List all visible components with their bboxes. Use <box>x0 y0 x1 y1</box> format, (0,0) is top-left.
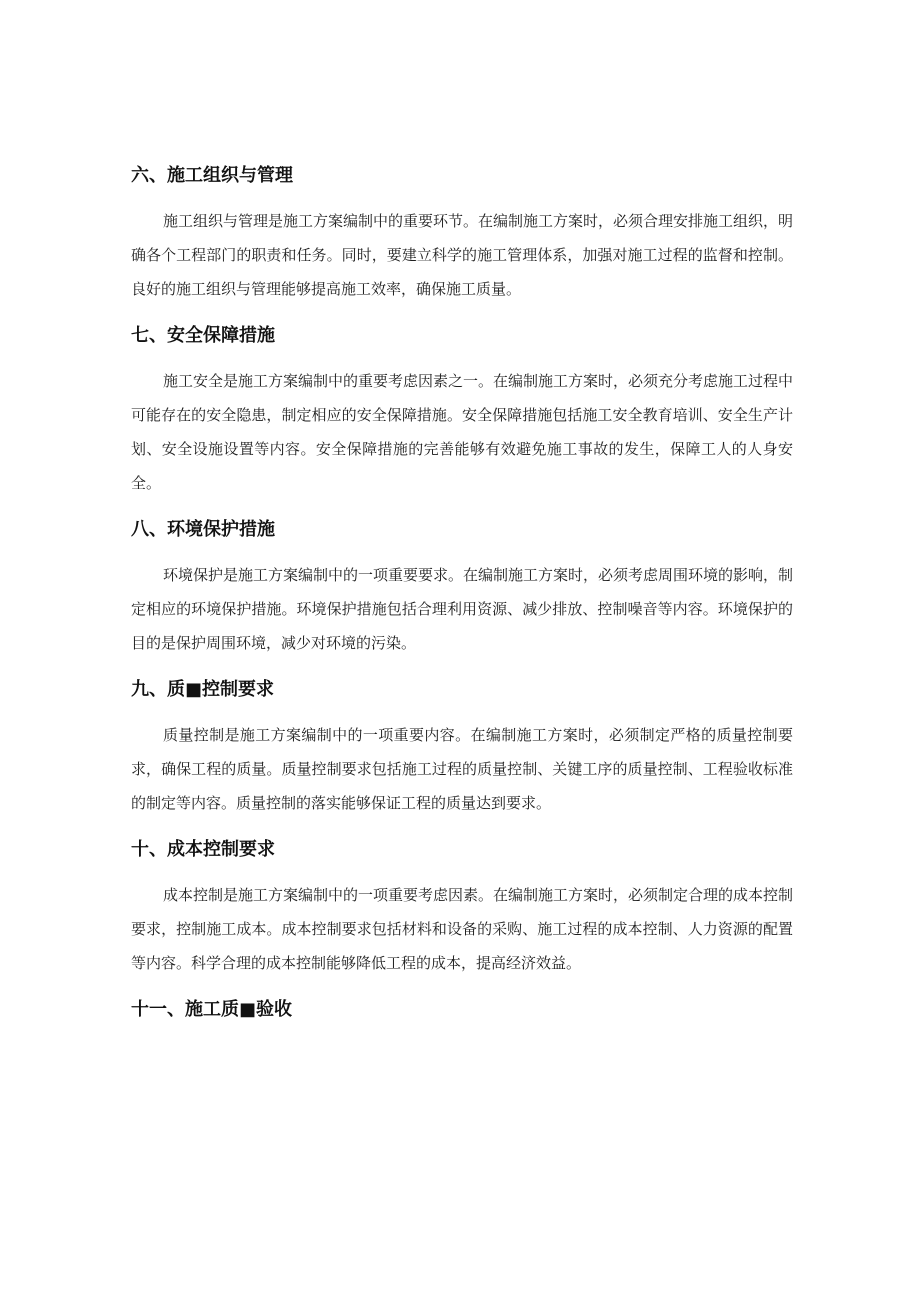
section-heading-10: 十、成本控制要求 <box>131 839 275 860</box>
section-paragraph-6: 施工组织与管理是施工方案编制中的重要环节。在编制施工方案时，必须合理安排施工组织，明确各个工程部门的职责和任务。同时，要建立科学的施工管理体系，加强对施工过程的监督和控制。良好的施工组织与管理能够提高施工效率，确保施工质量。 <box>131 212 794 298</box>
section-heading-8: 八、环境保护措施 <box>131 519 275 540</box>
section-paragraph-7: 施工安全是施工方案编制中的重要考虑因素之一。在编制施工方案时，必须充分考虑施工过程中可能存在的安全隐患，制定相应的安全保障措施。安全保障措施包括施工安全教育培训、安全生产计划、安全设施设置等内容。安全保障措施的完善能够有效避免施工事故的发生，保障工人的人身安全。 <box>131 372 794 492</box>
section-paragraph-10: 成本控制是施工方案编制中的一项重要考虑因素。在编制施工方案时，必须制定合理的成本控制要求，控制施工成本。成本控制要求包括材料和设备的采购、施工过程的成本控制、人力资源的配置等内容。科学合理的成本控制能够降低工程的成本，提高经济效益。 <box>131 886 794 972</box>
section-paragraph-9: 质量控制是施工方案编制中的一项重要内容。在编制施工方案时，必须制定严格的质量控制要求，确保工程的质量。质量控制要求包括施工过程的质量控制、关键工序的质量控制、工程验收标准的制定等内容。质量控制的落实能够保证工程的质量达到要求。 <box>131 726 793 812</box>
section-heading-6: 六、施工组织与管理 <box>131 165 293 186</box>
section-heading-11: 十一、施工质■验收 <box>131 999 293 1020</box>
document-body <box>131 160 793 1026</box>
section-heading-7: 七、安全保障措施 <box>131 325 275 346</box>
section-paragraph-8: 环境保护是施工方案编制中的一项重要要求。在编制施工方案时，必须考虑周围环境的影响，制定相应的环境保护措施。环境保护措施包括合理利用资源、减少排放、控制噪音等内容。环境保护的目的是保护周围环境，减少对环境的污染。 <box>131 566 794 652</box>
section-heading-9: 九、质■控制要求 <box>131 679 275 700</box>
